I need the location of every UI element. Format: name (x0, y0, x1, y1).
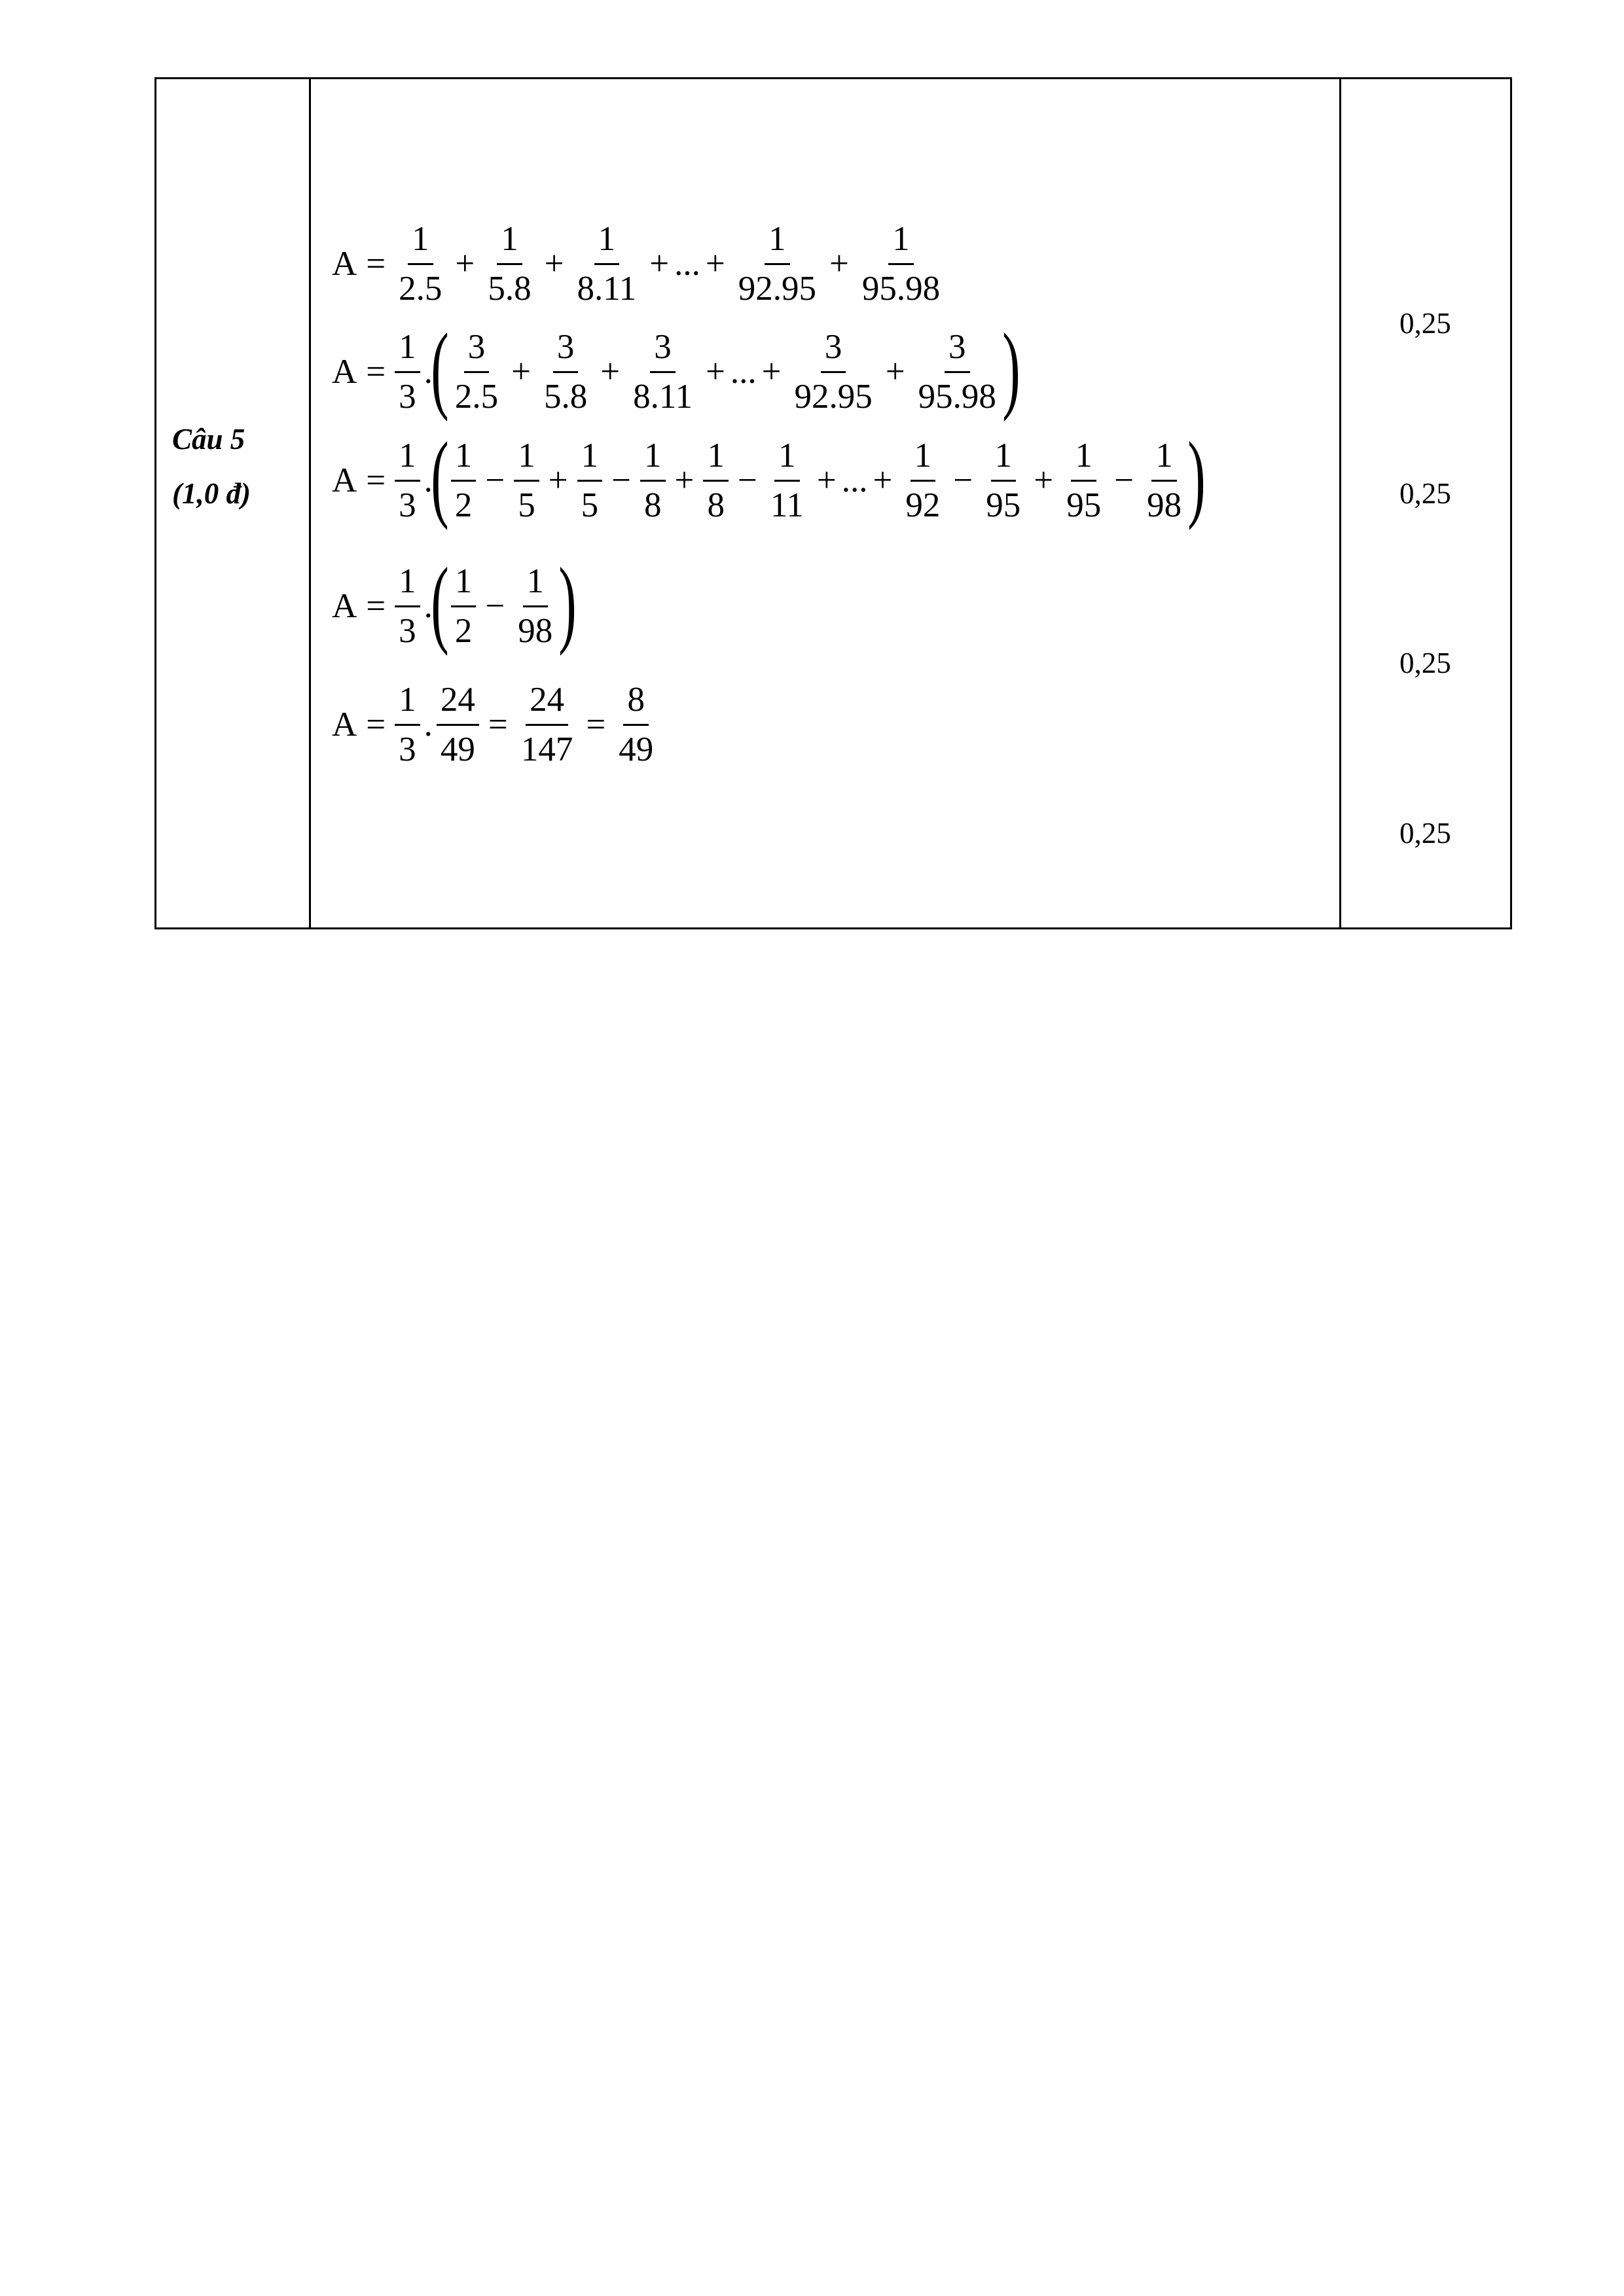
fraction (540, 326, 591, 418)
minus-sign: − (1114, 461, 1134, 499)
fraction (451, 560, 477, 652)
dot: . (424, 353, 433, 391)
fraction (1143, 435, 1185, 526)
numerator: 1 (765, 218, 790, 265)
lhs: A (332, 461, 357, 499)
denominator: 147 (520, 730, 573, 768)
lhs: A (332, 353, 357, 391)
plus-sign: + (649, 245, 670, 283)
denominator: 92 (905, 486, 941, 524)
denominator: 2 (454, 611, 473, 650)
denominator: 2.5 (399, 269, 442, 308)
numerator: 3 (821, 326, 846, 373)
fraction (577, 435, 603, 526)
plus-sign: + (511, 353, 532, 391)
fraction (573, 218, 640, 310)
numerator: 1 (577, 435, 603, 482)
denominator: 5.8 (544, 377, 588, 416)
numerator: 1 (395, 435, 420, 482)
minus-sign: − (611, 461, 632, 499)
numerator: 8 (623, 679, 649, 726)
score: 0,25 (1399, 477, 1451, 510)
denominator: 2 (454, 486, 473, 524)
fraction (395, 435, 420, 526)
close-paren: ) (1187, 422, 1206, 531)
minus-sign: − (953, 461, 973, 499)
equation-line (332, 679, 661, 770)
plus-sign: + (885, 353, 905, 391)
numerator: 1 (703, 435, 729, 482)
denominator: 3 (399, 611, 416, 650)
denominator: 92.95 (738, 269, 817, 308)
fraction (734, 218, 820, 310)
ellipsis: ... (674, 245, 700, 283)
numerator: 1 (451, 560, 477, 607)
fraction (790, 326, 876, 418)
fraction (1062, 435, 1105, 526)
denominator: 8.11 (633, 377, 693, 416)
equals-sign: = (366, 245, 386, 283)
numerator: 1 (911, 435, 936, 482)
close-paren: ) (1002, 314, 1020, 422)
fraction (703, 435, 729, 526)
fraction (914, 326, 1000, 418)
fraction (514, 435, 539, 526)
denominator: 92.95 (794, 377, 873, 416)
close-paren: ) (558, 548, 577, 656)
plus-sign: + (548, 461, 568, 499)
equals-sign: = (366, 587, 386, 625)
column-divider (309, 79, 311, 927)
numerator: 1 (1151, 435, 1177, 482)
denominator: 95.98 (861, 269, 941, 308)
fraction (517, 679, 577, 770)
score: 0,25 (1399, 817, 1451, 850)
fraction (395, 560, 420, 652)
plus-sign: + (544, 245, 564, 283)
numerator: 1 (497, 218, 522, 265)
plus-sign: + (705, 353, 725, 391)
fraction (395, 679, 420, 770)
plus-sign: + (873, 461, 893, 499)
numerator: 1 (1071, 435, 1096, 482)
fraction (767, 435, 808, 526)
denominator: 95 (1066, 486, 1102, 524)
numerator: 1 (888, 218, 914, 265)
equals-sign: = (366, 353, 386, 391)
dot: . (424, 461, 433, 499)
open-paren: ( (431, 548, 449, 656)
equation-line (332, 422, 1206, 531)
numerator: 1 (594, 218, 620, 265)
denominator: 2.5 (454, 377, 499, 416)
question-cell (156, 79, 309, 927)
question-points: (1,0 đ) (172, 477, 251, 510)
question-title: Câu 5 (172, 423, 245, 456)
numerator: 3 (650, 326, 676, 373)
denominator: 5 (518, 486, 535, 524)
numerator: 1 (991, 435, 1017, 482)
minus-sign: − (737, 461, 757, 499)
denominator: 98 (1147, 486, 1182, 524)
equals-sign: = (366, 461, 386, 499)
plus-sign: + (705, 245, 725, 283)
plus-sign: + (829, 245, 849, 283)
fraction (437, 679, 479, 770)
lhs: A (332, 706, 357, 744)
denominator: 3 (399, 377, 416, 416)
equation-line (332, 218, 948, 310)
score: 0,25 (1399, 647, 1451, 679)
numerator: 1 (640, 435, 666, 482)
fraction (484, 218, 535, 310)
plus-sign: + (455, 245, 475, 283)
plus-sign: + (600, 353, 621, 391)
numerator: 1 (514, 435, 539, 482)
fraction (395, 326, 420, 418)
ellipsis: ... (841, 461, 868, 499)
grading-table (154, 77, 1512, 929)
numerator: 1 (408, 218, 433, 265)
denominator: 98 (518, 611, 553, 650)
open-paren: ( (431, 422, 449, 531)
equals-sign: = (586, 706, 606, 744)
denominator: 8 (707, 486, 725, 524)
denominator: 8 (644, 486, 662, 524)
plus-sign: + (1034, 461, 1054, 499)
fraction (629, 326, 696, 418)
numerator: 3 (553, 326, 579, 373)
denominator: 3 (399, 730, 416, 768)
fraction (901, 435, 944, 526)
denominator: 5 (581, 486, 599, 524)
plus-sign: + (816, 461, 837, 499)
fraction (615, 679, 657, 770)
fraction (982, 435, 1024, 526)
equals-sign: = (488, 706, 508, 744)
numerator: 1 (395, 679, 420, 726)
fraction (858, 218, 944, 310)
column-divider (1339, 79, 1341, 927)
fraction (514, 560, 556, 652)
numerator: 3 (464, 326, 490, 373)
lhs: A (332, 587, 357, 625)
equation-line (332, 548, 577, 656)
denominator: 3 (399, 486, 416, 524)
denominator: 95 (986, 486, 1021, 524)
denominator: 49 (619, 730, 654, 768)
numerator: 3 (945, 326, 970, 373)
minus-sign: − (485, 461, 505, 499)
ellipsis: ... (730, 353, 757, 391)
numerator: 1 (523, 560, 549, 607)
open-paren: ( (431, 314, 449, 422)
dot: . (424, 706, 433, 744)
denominator: 95.98 (918, 377, 996, 416)
fraction (451, 435, 477, 526)
numerator: 24 (437, 679, 479, 726)
denominator: 5.8 (488, 269, 532, 308)
denominator: 11 (770, 486, 804, 524)
equation-line (332, 314, 1020, 422)
equals-sign: = (366, 706, 386, 744)
minus-sign: − (485, 587, 505, 625)
numerator: 1 (774, 435, 800, 482)
fraction (640, 435, 666, 526)
fraction (451, 326, 502, 418)
lhs: A (332, 245, 357, 283)
plus-sign: + (674, 461, 695, 499)
dot: . (424, 587, 433, 625)
numerator: 1 (451, 435, 477, 482)
numerator: 1 (395, 326, 420, 373)
numerator: 1 (395, 560, 420, 607)
score: 0,25 (1399, 307, 1451, 340)
fraction (395, 218, 446, 310)
numerator: 24 (526, 679, 568, 726)
denominator: 49 (440, 730, 475, 768)
plus-sign: + (761, 353, 782, 391)
denominator: 8.11 (577, 269, 637, 308)
